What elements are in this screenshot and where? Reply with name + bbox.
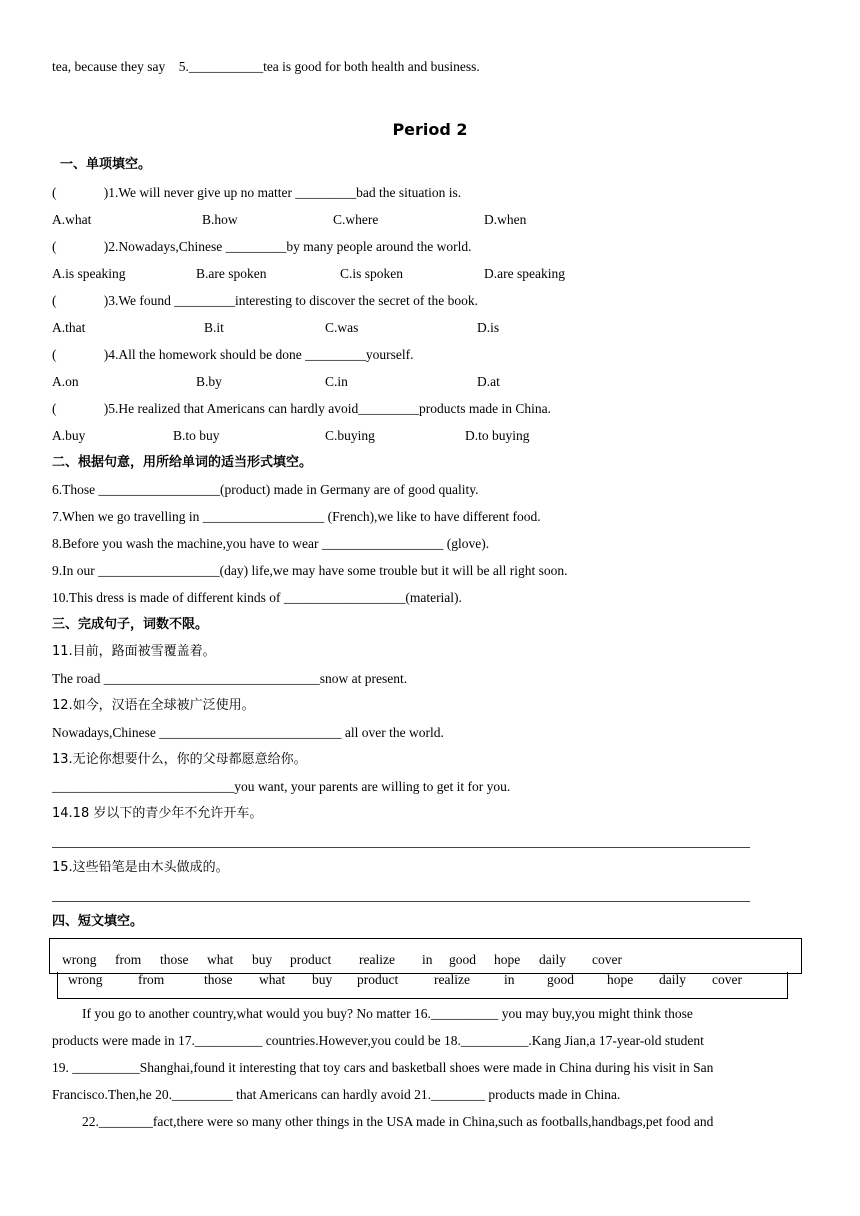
- complete-11-cn: 11.目前，路面被雪覆盖着。: [52, 644, 216, 659]
- mc-option: B.are spoken: [196, 266, 267, 281]
- word-box-word: in: [422, 952, 433, 967]
- word-box-word: product: [357, 972, 399, 987]
- fill-question-7: 7.When we go travelling in __________________ (French),we like to have different food.: [52, 509, 541, 524]
- mc-question-1: ( )1.We will never give up no matter _________bad the situation is.: [52, 185, 462, 200]
- answer-line-14: [52, 847, 750, 848]
- complete-12-cn: 12.如今，汉语在全球被广泛使用。: [52, 698, 255, 713]
- mc-question-3: ( )3.We found _________interesting to discover the secret of the book.: [52, 293, 478, 308]
- mc-option: A.what: [52, 212, 92, 227]
- top-line: tea, because they say 5.___________tea is good for both health and business.: [52, 59, 480, 74]
- passage-line: Francisco.Then,he 20._________ that Americans can hardly avoid 21.________ products made in China.: [52, 1087, 621, 1102]
- word-box-word: what: [207, 952, 234, 967]
- section-3-heading: 三、完成句子，词数不限。: [52, 617, 209, 632]
- passage-line: products were made in 17.__________ countries.However,you could be 18.__________.Kang Jian,a 17-year-old student: [52, 1033, 704, 1048]
- word-box-word: hope: [494, 952, 521, 967]
- mc-question-2: ( )2.Nowadays,Chinese _________by many people around the world.: [52, 239, 472, 254]
- word-box-word: in: [504, 972, 515, 987]
- mc-option: C.in: [325, 374, 348, 389]
- mc-option: D.at: [477, 374, 500, 389]
- mc-question-4: ( )4.All the homework should be done _________yourself.: [52, 347, 414, 362]
- complete-11-en: The road ________________________________snow at present.: [52, 671, 408, 686]
- word-box-word: from: [115, 952, 142, 967]
- word-box-word: wrong: [68, 972, 103, 987]
- mc-option: D.are speaking: [484, 266, 565, 281]
- word-box-word: realize: [434, 972, 470, 987]
- mc-option: D.to buying: [465, 428, 530, 443]
- section-4-heading: 四、短文填空。: [52, 914, 144, 929]
- mc-option: A.that: [52, 320, 86, 335]
- passage-line: 22.________fact,there were so many other things in the USA made in China,such as footballs,handbags,pet food and: [82, 1114, 714, 1129]
- complete-15-cn: 15.这些铅笔是由木头做成的。: [52, 860, 229, 875]
- fill-question-8: 8.Before you wash the machine,you have to wear __________________ (glove).: [52, 536, 490, 551]
- mc-option: A.on: [52, 374, 79, 389]
- word-box-word: cover: [712, 972, 742, 987]
- answer-line-15: [52, 901, 750, 902]
- mc-option: C.was: [325, 320, 359, 335]
- word-box-word: buy: [252, 952, 273, 967]
- mc-option: C.where: [333, 212, 379, 227]
- word-box-word: those: [160, 952, 189, 967]
- mc-option: C.is spoken: [340, 266, 404, 281]
- mc-option: C.buying: [325, 428, 375, 443]
- mc-option: B.to buy: [173, 428, 220, 443]
- fill-question-9: 9.In our __________________(day) life,we may have some trouble but it will be all right soon.: [52, 563, 568, 578]
- mc-option: A.buy: [52, 428, 86, 443]
- passage-line: 19. __________Shanghai,found it interesting that toy cars and basketball shoes were made in China during his visit in San: [52, 1060, 714, 1075]
- passage-line: If you go to another country,what would you buy? No matter 16.__________ you may buy,you might think those: [82, 1006, 693, 1021]
- section-2-heading: 二、根据句意，用所给单词的适当形式填空。: [52, 455, 313, 470]
- word-box-word: wrong: [62, 952, 97, 967]
- word-box-word: cover: [592, 952, 622, 967]
- complete-13-en: ___________________________you want, your parents are willing to get it for you.: [52, 779, 511, 794]
- complete-12-en: Nowadays,Chinese ___________________________ all over the world.: [52, 725, 444, 740]
- word-box-word: daily: [539, 952, 566, 967]
- mc-option: A.is speaking: [52, 266, 126, 281]
- word-box-word: what: [259, 972, 286, 987]
- word-box-word: good: [547, 972, 574, 987]
- mc-option: B.how: [202, 212, 238, 227]
- word-box-word: hope: [607, 972, 634, 987]
- mc-option: B.it: [204, 320, 224, 335]
- mc-option: B.by: [196, 374, 222, 389]
- complete-14-cn: 14.18 岁以下的青少年不允许开车。: [52, 806, 263, 821]
- word-box-word: realize: [359, 952, 395, 967]
- fill-question-10: 10.This dress is made of different kinds of __________________(material).: [52, 590, 462, 605]
- word-box-word: those: [204, 972, 233, 987]
- word-box-word: good: [449, 952, 476, 967]
- word-box-word: buy: [312, 972, 333, 987]
- mc-option: D.when: [484, 212, 527, 227]
- fill-question-6: 6.Those __________________(product) made in Germany are of good quality.: [52, 482, 479, 497]
- word-box-word: daily: [659, 972, 686, 987]
- mc-option: D.is: [477, 320, 500, 335]
- section-1-heading: 一、单项填空。: [60, 157, 152, 172]
- word-box-word: from: [138, 972, 165, 987]
- complete-13-cn: 13.无论你想要什么，你的父母都愿意给你。: [52, 752, 307, 767]
- mc-question-5: ( )5.He realized that Americans can hardly avoid_________products made in China.: [52, 401, 551, 416]
- word-box-word: product: [290, 952, 332, 967]
- page-title: Period 2: [392, 120, 468, 139]
